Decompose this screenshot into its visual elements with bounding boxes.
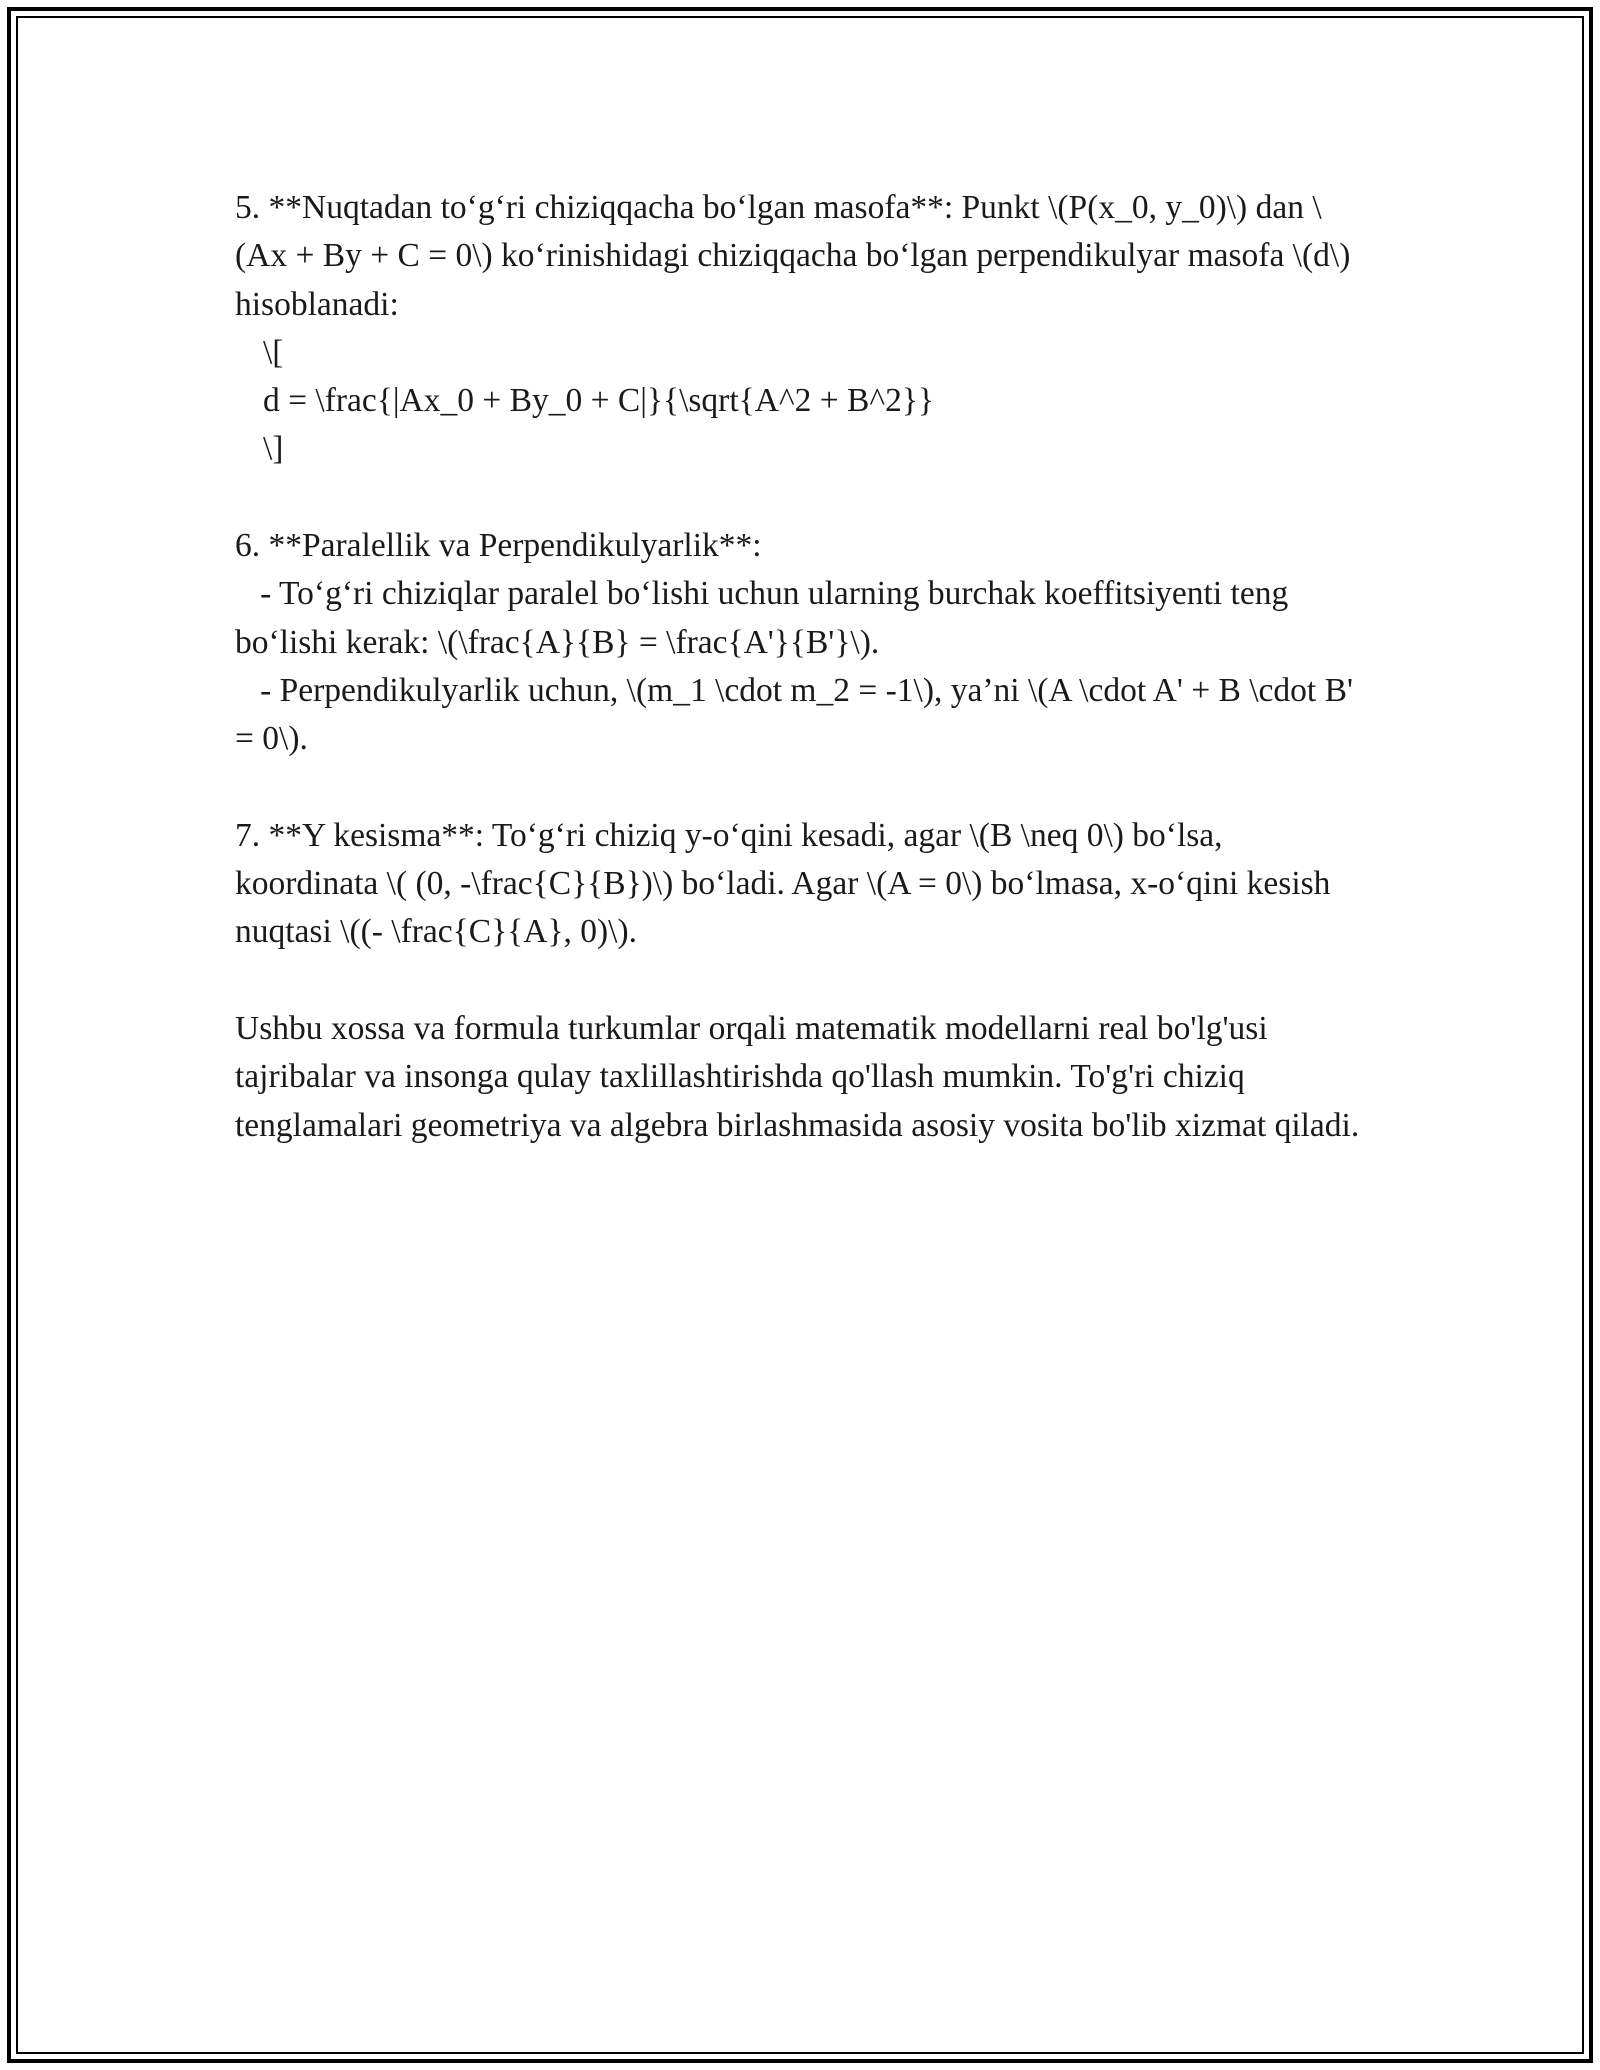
item-6-bullet-1 <box>235 570 1365 667</box>
item-5-formula-open: \[ <box>263 333 284 371</box>
item-7-text: 7. **Y kesisma**: To‘g‘ri chiziq y-o‘qini kesadi, agar \(B \neq 0\) bo‘lsa, koordinata \( (0, -\frac{C}{B})\) bo‘ladi. Agar \(A = 0\) bo‘lmasa, x-o‘qini kesish nuqtasi \((- \frac{C}{A}, 0)\). <box>235 816 1331 951</box>
item-5-formula: d = \frac{|Ax_0 + By_0 + C|}{\sqrt{A^2 + B^2}} <box>263 382 934 420</box>
item-6-bullet-2 <box>235 667 1365 764</box>
item-6-bullet-2-text: - Perpendikulyarlik uchun, \(m_1 \cdot m_2 = -1\), ya’ni \(A \cdot A' + B \cdot B' = 0\). <box>235 671 1353 758</box>
paragraph-gap <box>235 764 1365 812</box>
document-body <box>235 184 1365 1150</box>
paragraph-gap <box>235 957 1365 1005</box>
conclusion-text: Ushbu xossa va formula turkumlar orqali matematik modellarni real bo'lg'usi tajribalar va insonga qulay taxlillashtirishda qo'llash mumkin. To'g'ri chiziq tenglamalari geometriya va algebra birlashmasida asosiy vosita bo'lib xizmat qiladi. <box>235 1010 1360 1144</box>
item-6-heading: 6. **Paralellik va Perpendikulyarlik**: <box>235 527 762 565</box>
item-5-text: 5. **Nuqtadan to‘g‘ri chiziqqacha bo‘lgan masofa**: Punkt \(P(x_0, y_0)\) dan \(Ax + By + C = 0\) ko‘rinishidagi chiziqqacha bo‘lgan perpendikulyar masofa \(d\) hisoblanadi: <box>235 189 1351 323</box>
paragraph-gap <box>235 474 1365 522</box>
item-5-formula-close: \] <box>263 430 284 468</box>
item-6-bullet-1-text: - To‘g‘ri chiziqlar paralel bo‘lishi uchun ularning burchak koeffitsiyenti teng bo‘lishi kerak: \(\frac{A}{B} = \frac{A'}{B'}\). <box>235 575 1289 661</box>
